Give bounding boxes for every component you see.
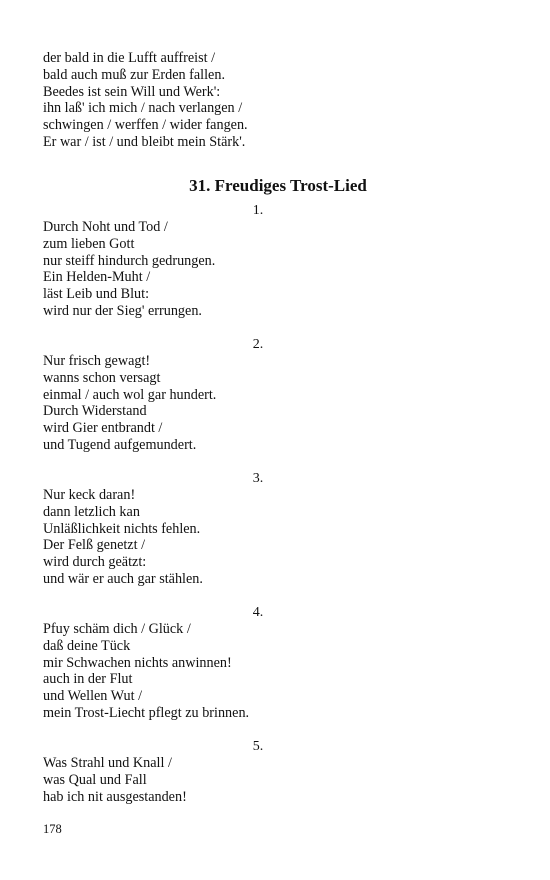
poem-line: auch in der Flut bbox=[43, 671, 133, 688]
poem-line: mir Schwachen nichts anwinnen! bbox=[43, 654, 232, 671]
poem-line: Ein Helden-Muht / bbox=[43, 269, 151, 286]
stanza-5 bbox=[43, 755, 187, 805]
stanza-number: 4. bbox=[252, 605, 264, 620]
poem-line: Beedes ist sein Will und Werk': bbox=[43, 83, 221, 100]
poem-line: Unläßlichkeit nichts fehlen. bbox=[43, 520, 201, 537]
stanza-number: 3. bbox=[252, 471, 264, 486]
poem-line: Was Strahl und Knall / bbox=[43, 755, 172, 771]
stanza-3 bbox=[43, 487, 203, 588]
poem-line: Durch Noht und Tod / bbox=[43, 219, 168, 235]
poem-line: Pfuy schäm dich / Glück / bbox=[43, 621, 191, 637]
poem-line: daß deine Tück bbox=[43, 637, 131, 654]
poem-line: bald auch muß zur Erden fallen. bbox=[43, 66, 225, 83]
poem-line: läst Leib und Blut: bbox=[43, 286, 150, 303]
stanza-2 bbox=[43, 353, 216, 454]
poem-line: und wär er auch gar stählen. bbox=[43, 570, 203, 587]
poem-line: wird Gier entbrandt / bbox=[43, 420, 163, 437]
poem-line: mein Trost-Liecht pflegt zu brinnen. bbox=[43, 704, 250, 721]
poem-line: schwingen / werffen / wider fangen. bbox=[43, 117, 248, 134]
poem-line: Er war / ist / und bleibt mein Stärk'. bbox=[43, 133, 246, 150]
page-number: 178 bbox=[43, 822, 62, 836]
poem-line: Der Felß genetzt / bbox=[43, 537, 146, 554]
stanza-number: 2. bbox=[252, 337, 264, 352]
stanza-number: 5. bbox=[252, 739, 264, 754]
poem-line: dann letzlich kan bbox=[43, 503, 140, 520]
poem-line: wird durch geätzt: bbox=[43, 554, 147, 571]
poem-line: Durch Widerstand bbox=[43, 403, 147, 420]
intro-stanza bbox=[43, 50, 248, 151]
stanza-1 bbox=[43, 219, 215, 320]
poem-line: hab ich nit ausgestanden! bbox=[43, 788, 187, 805]
poem-line: und Wellen Wut / bbox=[43, 688, 143, 705]
poem-line: einmal / auch wol gar hundert. bbox=[43, 386, 217, 403]
poem-line: zum lieben Gott bbox=[43, 235, 135, 252]
poem-line: und Tugend aufgemundert. bbox=[43, 436, 197, 453]
poem-line: wird nur der Sieg' errungen. bbox=[43, 302, 202, 319]
poem-line: Nur frisch gewagt! bbox=[43, 353, 151, 369]
poem-title: 31. Freudiges Trost-Lied bbox=[189, 176, 367, 195]
poem-line: ihn laß' ich mich / nach verlangen / bbox=[43, 100, 243, 117]
poem-line: wanns schon versagt bbox=[43, 369, 161, 386]
poem-line: Nur keck daran! bbox=[43, 487, 136, 503]
poem-line: nur steiff hindurch gedrungen. bbox=[43, 252, 216, 269]
poem-line: was Qual und Fall bbox=[43, 771, 147, 788]
stanza-number: 1. bbox=[252, 203, 264, 218]
poem-line: der bald in die Lufft auffreist / bbox=[43, 50, 216, 66]
stanza-4 bbox=[43, 621, 249, 722]
